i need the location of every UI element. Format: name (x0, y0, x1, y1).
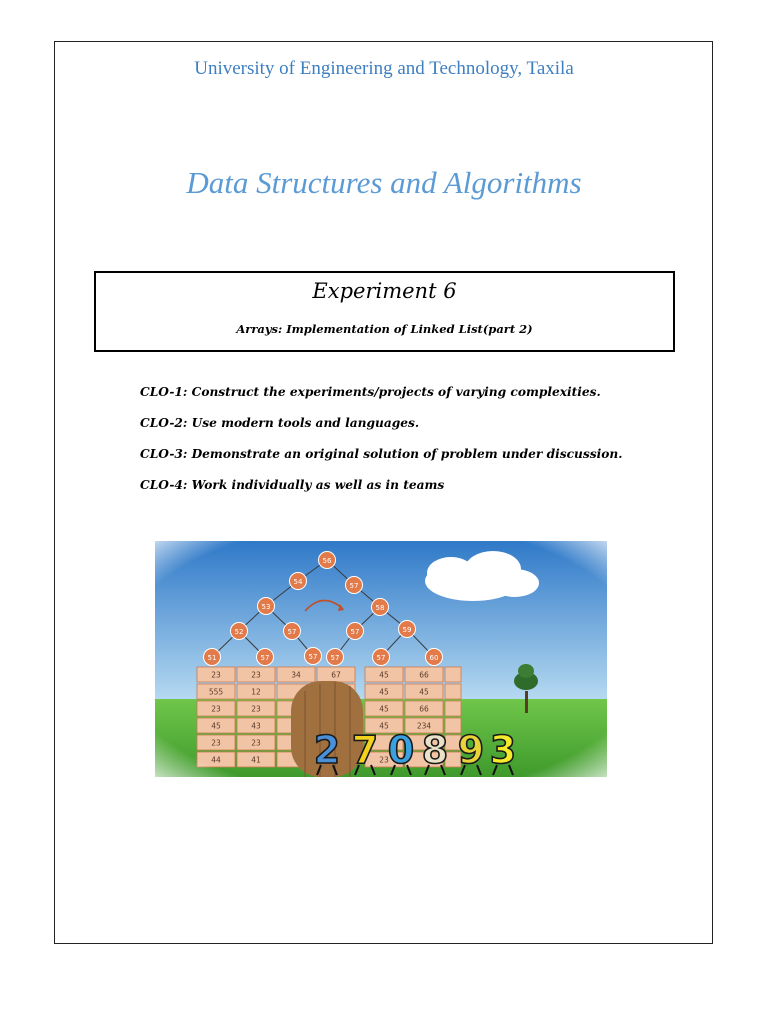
clo-item-4: CLO-4: Work individually as well as in teams (140, 478, 445, 492)
course-title: Data Structures and Algorithms (186, 165, 582, 200)
clo-item-3: CLO-3: Demonstrate an original solution of problem under discussion. (140, 447, 623, 461)
experiment-box (94, 271, 675, 352)
experiment-subtitle: Arrays: Implementation of Linked List(part 2) (236, 322, 533, 336)
clo-item-1: CLO-1: Construct the experiments/projects of varying complexities. (140, 385, 601, 399)
linked-list-house-illustration (155, 541, 607, 777)
experiment-title: Experiment 6 (312, 279, 457, 303)
clo-item-2: CLO-2: Use modern tools and languages. (140, 416, 420, 430)
clo-list (140, 383, 700, 507)
university-name: University of Engineering and Technology, Taxila (194, 58, 574, 79)
